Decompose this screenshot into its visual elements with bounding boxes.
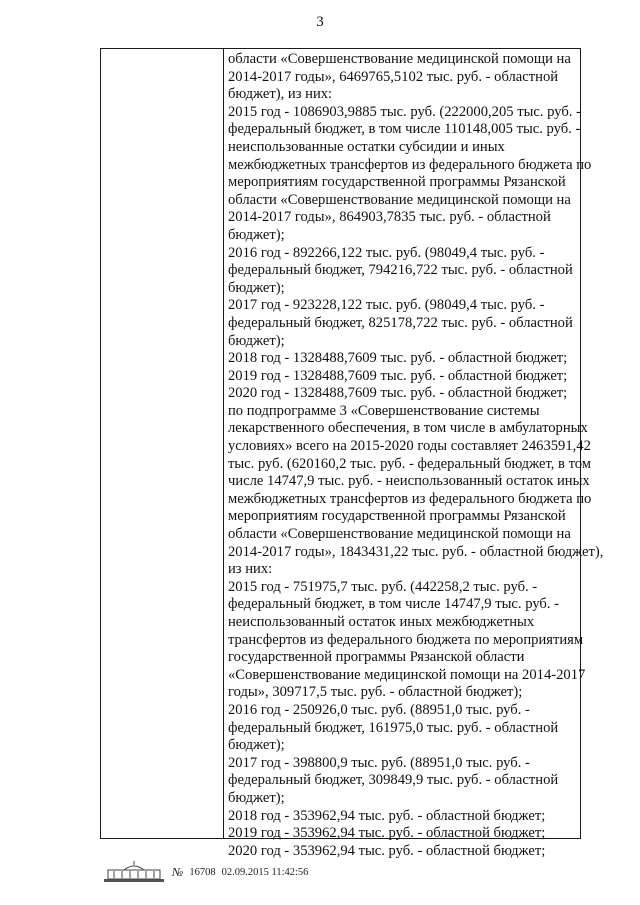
text-line: числе 14747,9 тыс. руб. - неиспользованный остаток иных xyxy=(228,473,590,490)
document-datetime: 02.09.2015 11:42:56 xyxy=(221,866,309,878)
text-line: мероприятиям государственной программы Рязанской xyxy=(228,508,566,525)
text-line: по подпрограмме 3 «Совершенствование системы xyxy=(228,402,540,419)
text-line: 2019 год - 353962,94 тыс. руб. - областной бюджет; xyxy=(228,825,546,842)
number-sign: № xyxy=(172,864,184,879)
text-line: 2019 год - 1328488,7609 тыс. руб. - областной бюджет; xyxy=(228,367,568,384)
text-line: межбюджетных трансфертов из федерального бюджета по xyxy=(228,156,592,173)
text-line: государственной программы Рязанской области xyxy=(228,649,525,666)
text-line: федеральный бюджет, 825178,722 тыс. руб. - областной xyxy=(228,314,573,331)
text-line: лекарственного обеспечения, в том числе в амбулаторных xyxy=(228,420,588,437)
text-line: годы», 309717,5 тыс. руб. - областной бюджет); xyxy=(228,684,523,701)
text-line: федеральный бюджет, 794216,722 тыс. руб. - областной xyxy=(228,262,573,279)
text-line: 2016 год - 892266,122 тыс. руб. (98049,4 тыс. руб. - xyxy=(228,244,545,261)
page-number: 3 xyxy=(316,14,324,30)
text-line: 2014-2017 годы», 1843431,22 тыс. руб. - областной бюджет), xyxy=(228,543,604,560)
text-line: 2014-2017 годы», 6469765,5102 тыс. руб. - областной xyxy=(228,68,559,85)
column-divider xyxy=(223,49,224,838)
text-line: 2015 год - 751975,7 тыс. руб. (442258,2 тыс. руб. - xyxy=(228,578,538,595)
document-table xyxy=(100,48,604,859)
text-line: трансфертов из федерального бюджета по мероприятиям xyxy=(228,631,584,648)
text-line: бюджет); xyxy=(228,332,285,349)
building-seal-icon xyxy=(102,861,166,883)
table-text-cell xyxy=(228,51,604,860)
text-line: области «Совершенствование медицинской помощи на xyxy=(228,526,571,543)
text-line: условиях» всего на 2015-2020 годы составляет 2463591,42 xyxy=(228,438,591,455)
text-line: области «Совершенствование медицинской помощи на xyxy=(228,191,571,208)
text-line: 2015 год - 1086903,9885 тыс. руб. (222000,205 тыс. руб. - xyxy=(228,103,581,120)
text-line: 2017 год - 923228,122 тыс. руб. (98049,4 тыс. руб. - xyxy=(228,297,545,314)
text-line: бюджет); xyxy=(228,279,285,296)
text-line: 2020 год - 353962,94 тыс. руб. - областной бюджет; xyxy=(228,842,546,859)
text-line: федеральный бюджет, 161975,0 тыс. руб. - областной xyxy=(228,719,559,736)
text-line: 2016 год - 250926,0 тыс. руб. (88951,0 тыс. руб. - xyxy=(228,701,530,718)
text-line: неиспользованные остатки субсидии и иных xyxy=(228,138,505,155)
text-line: из них: xyxy=(228,561,273,578)
text-line: межбюджетных трансфертов из федерального бюджета по xyxy=(228,490,592,507)
text-line: тыс. руб. (620160,2 тыс. руб. - федеральный бюджет, в том xyxy=(228,455,592,472)
text-line: бюджет); xyxy=(228,737,285,754)
text-line: 2018 год - 353962,94 тыс. руб. - областной бюджет; xyxy=(228,807,546,824)
text-line: неиспользованный остаток иных межбюджетных xyxy=(228,614,535,630)
text-line: федеральный бюджет, в том числе 14747,9 тыс. руб. - xyxy=(228,596,560,613)
text-line: «Совершенствование медицинской помощи на 2014-2017 xyxy=(228,666,586,683)
text-line: 2018 год - 1328488,7609 тыс. руб. - областной бюджет; xyxy=(228,350,568,367)
document-number: 16708 xyxy=(189,866,216,878)
text-line: 2014-2017 годы», 864903,7835 тыс. руб. - областной xyxy=(228,209,551,226)
text-line: области «Совершенствование медицинской помощи на xyxy=(228,51,571,67)
text-line: 2020 год - 1328488,7609 тыс. руб. - областной бюджет; xyxy=(228,385,568,402)
text-line: федеральный бюджет, в том числе 110148,005 тыс. руб. - xyxy=(228,121,581,138)
text-line: мероприятиям государственной программы Рязанской xyxy=(228,174,566,191)
text-line: бюджет); xyxy=(228,226,285,243)
text-line: 2017 год - 398800,9 тыс. руб. (88951,0 тыс. руб. - xyxy=(228,754,530,771)
text-line: федеральный бюджет, 309849,9 тыс. руб. - областной xyxy=(228,772,559,789)
document-footer xyxy=(102,861,308,883)
text-line: бюджет), из них: xyxy=(228,86,333,103)
text-line: бюджет); xyxy=(228,789,285,806)
